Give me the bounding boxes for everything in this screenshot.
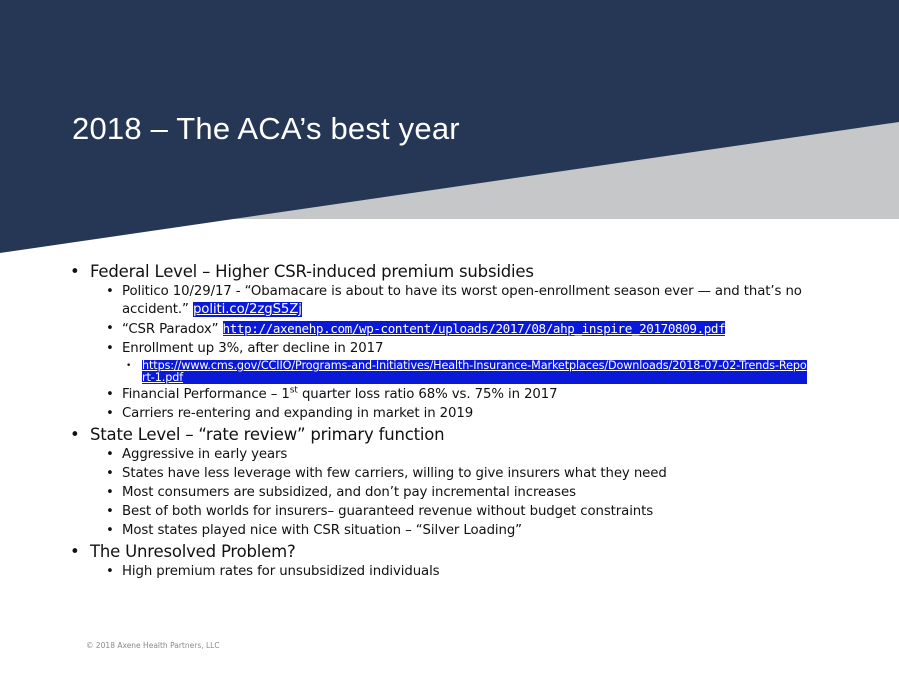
bullet-icon: •	[106, 387, 114, 402]
bullet-icon: •	[106, 485, 114, 500]
bullet-icon: •	[106, 321, 114, 336]
list-item	[90, 465, 830, 483]
sub-bullet-list	[90, 283, 830, 423]
list-item-cms-report	[90, 360, 830, 384]
section-unresolved-problem	[70, 542, 830, 581]
item-text: Financial Performance – 1	[122, 387, 290, 402]
bullet-icon: •	[70, 425, 80, 444]
bullet-list	[70, 262, 830, 581]
sub-bullet-list	[90, 446, 830, 540]
item-text: Best of both worlds for insurers– guaranteed revenue without budget constraints	[122, 504, 654, 519]
bullet-icon: •	[106, 504, 114, 519]
section-heading: The Unresolved Problem?	[90, 542, 296, 561]
cms-report-link[interactable]: https://www.cms.gov/CCIIO/Programs-and-Initiatives/Health-Insurance-Marketplaces/Downloads/2018-07-02-Trends-Report-1.pdf	[142, 359, 807, 384]
superscript: st	[289, 385, 298, 396]
slide-body	[70, 262, 830, 583]
item-text-after: quarter loss ratio 68% vs. 75% in 2017	[297, 387, 558, 402]
bullet-icon: •	[126, 361, 132, 371]
list-item-csr-paradox	[90, 320, 830, 339]
csr-paradox-link[interactable]: http://axenehp.com/wp-content/uploads/2017/08/ahp_inspire_20170809.pdf	[222, 321, 726, 336]
item-text: Most states played nice with CSR situation – “Silver Loading”	[122, 523, 522, 538]
bullet-icon: •	[106, 466, 114, 481]
list-item-carriers	[90, 405, 830, 423]
list-item-financial-performance	[90, 386, 830, 404]
section-heading: State Level – “rate review” primary function	[90, 425, 445, 444]
bullet-icon: •	[106, 406, 114, 421]
list-item-politico	[90, 283, 830, 319]
item-text: Most consumers are subsidized, and don’t pay incremental increases	[122, 485, 576, 500]
section-heading: Federal Level – Higher CSR-induced premium subsidies	[90, 262, 534, 281]
item-text: Politico 10/29/17 - “Obamacare is about to have its worst open-enrollment season ever — and that’s no accident.”	[122, 284, 802, 317]
bullet-icon: •	[106, 564, 114, 579]
bullet-icon: •	[106, 284, 114, 299]
bullet-icon: •	[106, 523, 114, 538]
list-item	[90, 484, 830, 502]
item-text: Enrollment up 3%, after decline in 2017	[122, 341, 384, 356]
slide-title: 2018 – The ACA’s best year	[72, 111, 460, 146]
section-state-level	[70, 425, 830, 540]
list-item-enrollment	[90, 340, 830, 384]
item-text: High premium rates for unsubsidized individuals	[122, 564, 440, 579]
bullet-icon: •	[70, 542, 80, 561]
list-item	[90, 522, 830, 540]
item-text: “CSR Paradox”	[122, 322, 223, 337]
item-text: States have less leverage with few carriers, willing to give insurers what they need	[122, 466, 667, 481]
item-text: Carriers re-entering and expanding in market in 2019	[122, 406, 474, 421]
politico-link[interactable]: politi.co/2zgS5Zj	[192, 302, 302, 317]
list-item	[90, 503, 830, 521]
bullet-icon: •	[106, 341, 114, 356]
sub-sub-bullet-list	[122, 360, 830, 384]
list-item	[90, 563, 830, 581]
bullet-icon: •	[106, 447, 114, 462]
list-item	[90, 446, 830, 464]
bullet-icon: •	[70, 262, 80, 281]
sub-bullet-list	[90, 563, 830, 581]
copyright-footer: © 2018 Axene Health Partners, LLC	[86, 641, 220, 650]
item-text: Aggressive in early years	[122, 447, 288, 462]
section-federal-level	[70, 262, 830, 423]
